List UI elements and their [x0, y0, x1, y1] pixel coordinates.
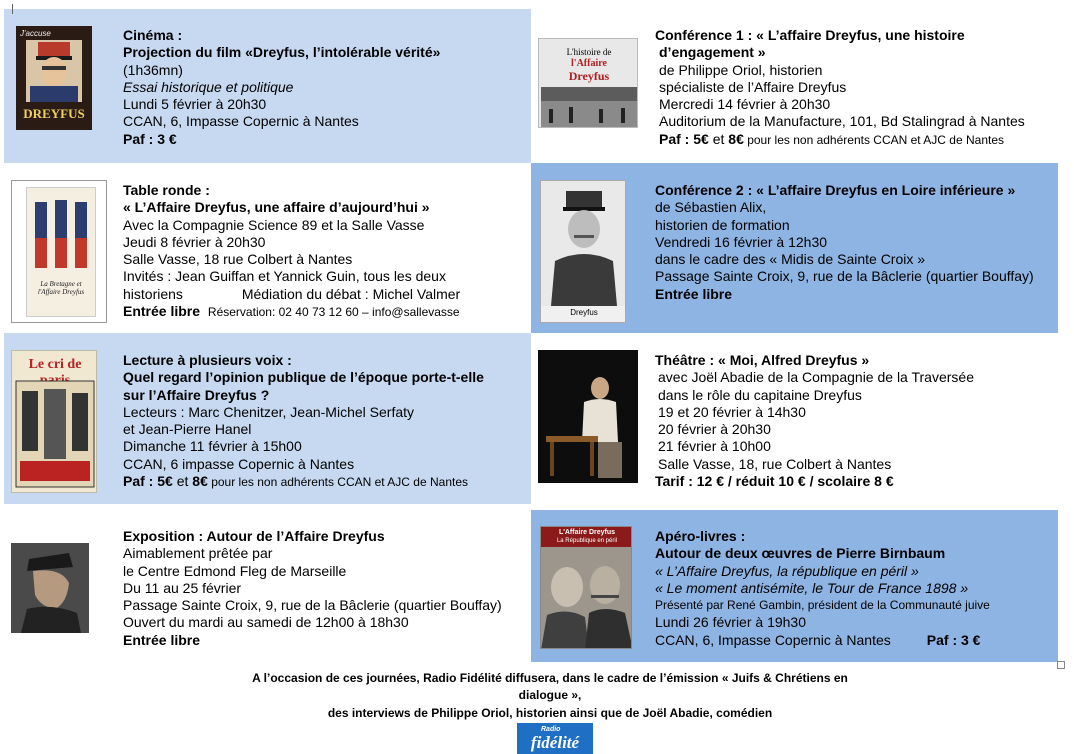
conf1-heading: Conférence 1 : « L’affaire Dreyfus, une histoire	[655, 27, 965, 43]
theatre-date-1: 19 et 20 février à 14h30	[658, 403, 806, 420]
conf2-speaker: de Sébastien Alix,	[655, 199, 767, 216]
officer-profile	[11, 543, 89, 633]
book1-line2: l'Affaire	[571, 58, 607, 69]
theatre-heading: Théâtre : « Moi, Alfred Dreyfus »	[655, 352, 870, 368]
apero-text	[655, 528, 990, 649]
text-cursor	[12, 4, 13, 14]
cinema-genre: Essai historique et politique	[123, 78, 294, 95]
conf1-text	[655, 27, 1025, 149]
theatre-actor: avec Joël Abadie de la Compagnie de la Traversée	[658, 369, 974, 386]
actor-figure	[538, 350, 638, 483]
conf2-context: dans le cadre des « Midis de Sainte Croix »	[655, 251, 926, 268]
book1-line3: Dreyfus	[568, 69, 610, 83]
cinema-price: Paf : 3 €	[123, 130, 177, 147]
lecture-paf-label: Paf : 5€	[123, 473, 173, 490]
cinema-date: Lundi 5 février à 20h30	[123, 96, 267, 113]
conf1-paf-value: 8€	[728, 130, 744, 147]
lecture-price	[123, 473, 484, 491]
cinema-text	[123, 27, 440, 148]
table-resize-handle[interactable]	[1057, 661, 1065, 669]
book-title: La Bretagne et l'Affaire Dreyfus	[37, 280, 85, 296]
logo-big: fidélité	[530, 733, 580, 752]
conf1-paf-and: et	[708, 130, 729, 147]
exposition-hours: Ouvert du mardi au samedi de 12h00 à 18h30	[123, 614, 409, 631]
apero-date: Lundi 26 février à 19h30	[655, 614, 806, 631]
exposition-entry: Entrée libre	[123, 631, 201, 648]
book1-line1: L'histoire de	[566, 47, 612, 57]
conf1-date: Mercredi 14 février à 20h30	[659, 96, 831, 113]
lecture-paf-note: pour les non adhérents CCAN et AJC de Nantes	[207, 475, 469, 490]
poster-top-text: J'accuse	[20, 29, 51, 38]
apero-presenter: Présenté par René Gambin, président de la Communauté juive	[655, 598, 990, 613]
lecture-text	[123, 352, 484, 491]
table-ronde-place: Salle Vasse, 18 rue Colbert à Nantes	[123, 251, 353, 268]
table-ronde-text	[123, 182, 460, 321]
exposition-text	[123, 528, 502, 649]
lecture-paf-value: 8€	[192, 473, 208, 490]
exposition-place: Passage Sainte Croix, 9, rue de la Bâclerie (quartier Bouffay)	[123, 597, 502, 614]
theatre-stage-photo	[538, 350, 638, 483]
conf1-place: Auditorium de la Manufacture, 101, Bd Stalingrad à Nantes	[659, 113, 1025, 130]
dreyfus-portrait-photo	[540, 180, 626, 323]
exposition-heading: Exposition : Autour de l’Affaire Dreyfus	[123, 528, 385, 544]
conf2-text	[655, 182, 1034, 303]
table-ronde-reservation: Réservation: 02 40 73 12 60 – info@sallevasse	[207, 305, 460, 320]
table-ronde-entry	[123, 303, 460, 321]
table-ronde-guests-cont	[123, 286, 460, 303]
book2-line1: L'Affaire Dreyfus	[558, 529, 616, 536]
lecture-readers-cont: et Jean-Pierre Hanel	[123, 421, 252, 438]
portrait-drawing	[541, 181, 626, 306]
book2-portraits	[541, 547, 632, 649]
newspaper-illustration	[12, 351, 97, 493]
bretagne-affaire-dreyfus-book	[11, 180, 107, 323]
exposition-dates: Du 11 au 25 février	[123, 579, 242, 596]
conf1-speaker: de Philippe Oriol, historien	[659, 61, 823, 78]
newspaper-title: Le cri de	[28, 357, 82, 372]
officer-portrait-photo	[11, 543, 89, 633]
apero-heading: Apéro-livres :	[655, 528, 746, 544]
conf2-place: Passage Sainte Croix, 9, rue de la Bâclerie (quartier Bouffay)	[655, 268, 1034, 285]
apero-place: CCAN, 6, Impasse Copernic à Nantes	[655, 631, 891, 648]
apero-price: Paf : 3 €	[926, 631, 981, 648]
lecture-date: Dimanche 11 février à 15h00	[123, 438, 302, 455]
table-ronde-partners: Avec la Compagnie Science 89 et la Salle Vasse	[123, 216, 425, 233]
book-soldiers	[27, 188, 95, 278]
affaire-dreyfus-republique-book	[540, 526, 632, 649]
conf2-date: Vendredi 16 février à 12h30	[655, 233, 828, 250]
theatre-role: dans le rôle du capitaine Dreyfus	[658, 386, 862, 403]
lecture-heading: Lecture à plusieurs voix :	[123, 352, 292, 368]
table-ronde-historiens: historiens	[123, 285, 183, 302]
book2-line2: La République en péril	[556, 538, 618, 544]
footer-line-1: A l’occasion de ces journées, Radio Fidélité diffusera, dans le cadre de l’émission « Juifs & Chrétiens en	[252, 671, 848, 685]
lecture-place: CCAN, 6 impasse Copernic à Nantes	[123, 455, 355, 472]
conf2-speaker-title: historien de formation	[655, 216, 790, 233]
table-ronde-mediation: Médiation du débat : Michel Valmer	[241, 285, 461, 302]
cinema-duration: (1h36mn)	[123, 61, 183, 78]
footer-line-2: dialogue »,	[518, 688, 582, 702]
lecture-question: Quel regard l’opinion publique de l’époque porte-t-elle	[123, 369, 484, 386]
theatre-price: Tarif : 12 € / réduit 10 € / scolaire 8 €	[655, 473, 894, 490]
book1-photo	[539, 39, 638, 128]
table-ronde-entree: Entrée libre	[123, 303, 201, 320]
poster-title: DREYFUS	[23, 106, 85, 121]
apero-subtitle: Autour de deux œuvres de Pierre Birnbaum	[655, 545, 946, 562]
table-ronde-heading: Table ronde :	[123, 182, 210, 198]
book-cover	[26, 187, 96, 317]
theatre-date-3: 21 février à 10h00	[658, 438, 771, 455]
conf1-price	[655, 131, 1025, 149]
theatre-text	[655, 352, 974, 490]
cinema-place: CCAN, 6, Impasse Copernic à Nantes	[123, 113, 359, 130]
table-ronde-date: Jeudi 8 février à 20h30	[123, 233, 266, 250]
cinema-film-title: Projection du film «Dreyfus, l’intolérable vérité»	[123, 44, 441, 61]
lecture-question-cont: sur l’Affaire Dreyfus ?	[123, 386, 270, 403]
exposition-lender: Aimablement prêtée par	[123, 545, 273, 562]
table-ronde-guests: Invités : Jean Guiffan et Yannick Guin, tous les deux	[123, 268, 446, 285]
lecture-readers: Lecteurs : Marc Chenitzer, Jean-Michel Serfaty	[123, 403, 415, 420]
conf2-entry: Entrée libre	[655, 285, 733, 302]
theatre-place: Salle Vasse, 18, rue Colbert à Nantes	[658, 455, 892, 472]
theatre-date-2: 20 février à 20h30	[658, 421, 771, 438]
conf1-paf-label: Paf : 5€	[659, 130, 709, 147]
conf2-heading: Conférence 2 : « L’affaire Dreyfus en Loire inférieure »	[655, 182, 1016, 198]
histoire-affaire-dreyfus-book	[538, 38, 638, 128]
conf1-heading-cont: d’engagement »	[659, 44, 766, 61]
apero-place-line	[655, 632, 990, 649]
apero-book-1: « L’Affaire Dreyfus, la république en péril »	[655, 562, 919, 579]
footer-line-3: des interviews de Philippe Oriol, historien ainsi que de Joël Abadie, comédien	[327, 706, 773, 720]
apero-book-2: « Le moment antisémite, le Tour de France 1898 »	[655, 579, 969, 596]
cinema-heading: Cinéma :	[123, 27, 183, 43]
conf1-speaker-title: spécialiste de l’Affaire Dreyfus	[659, 78, 847, 95]
exposition-lender-name: le Centre Edmond Fleg de Marseille	[123, 562, 347, 579]
logo-small: Radio	[541, 726, 561, 733]
conf1-paf-note: pour les non adhérents CCAN et AJC de Nantes	[743, 132, 1005, 147]
portrait-caption: Dreyfus	[570, 308, 598, 317]
radio-fidelite-logo	[517, 723, 593, 754]
cri-de-paris-newspaper	[11, 350, 97, 493]
dreyfus-film-poster	[16, 26, 92, 130]
table-ronde-title: « L’Affaire Dreyfus, une affaire d’aujourd’hui »	[123, 199, 430, 216]
lecture-paf-and: et	[172, 473, 193, 490]
